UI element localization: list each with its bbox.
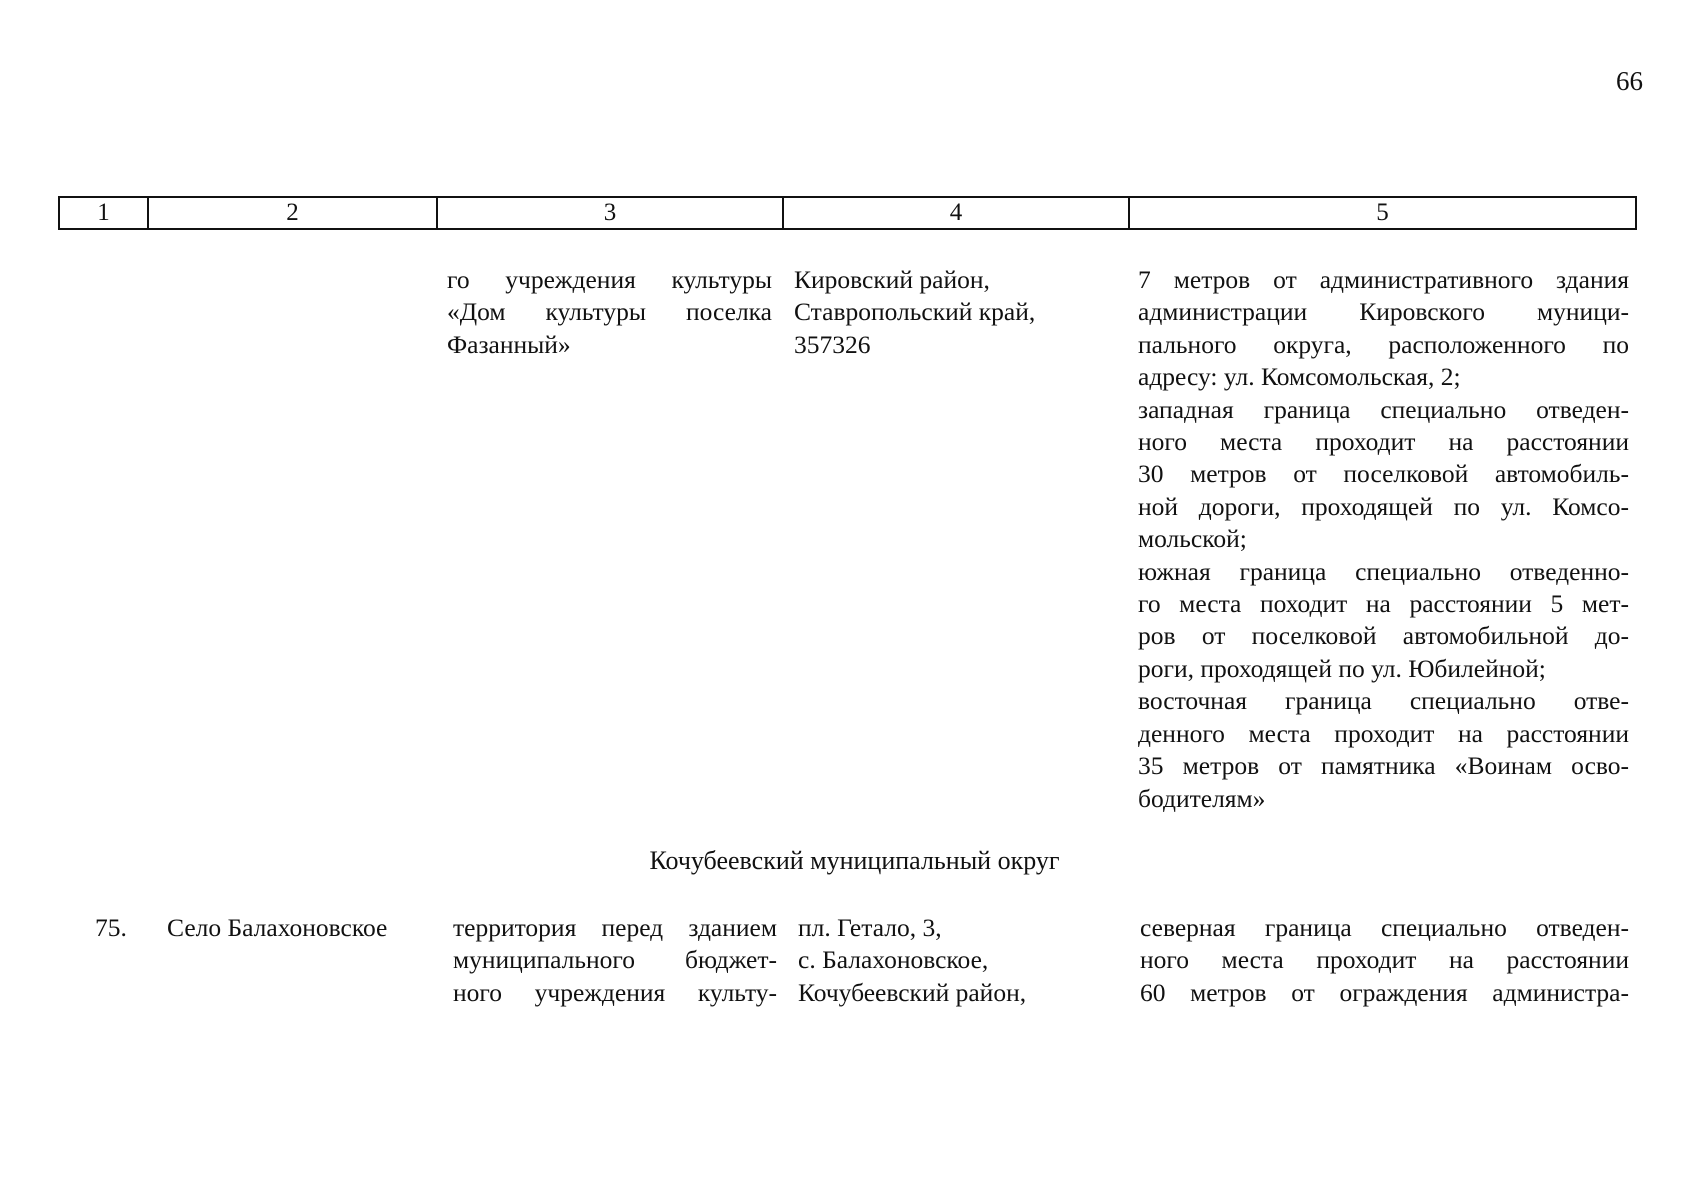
text-line: 35 метров от памятника «Воинам осво- — [1138, 751, 1629, 781]
row-number: 75. — [95, 913, 127, 942]
row-col3-text — [453, 912, 777, 1009]
text-line: адресу: ул. Комсомольская, 2; — [1138, 362, 1461, 392]
text-line: денного места проходит на расстоянии — [1138, 718, 1629, 748]
text-line: ного места проходит на расстоянии — [1140, 945, 1629, 975]
header-col-4: 4 — [784, 198, 1130, 228]
table-header — [58, 196, 1637, 230]
text-line: восточная граница специально отве- — [1138, 686, 1629, 716]
text-line: 60 метров от ограждения администра- — [1140, 977, 1629, 1007]
text-line: Кировский район, — [794, 265, 990, 294]
text-line: муниципального бюджет- — [453, 945, 777, 975]
text-line: пального округа, расположенного по — [1138, 329, 1629, 359]
text-line: 357326 — [794, 329, 871, 359]
header-col-3: 3 — [438, 198, 784, 228]
section-heading-text: Кочубеевский муниципальный округ — [649, 846, 1060, 875]
text-line: 30 метров от поселковой автомобиль- — [1138, 459, 1629, 489]
text-line: западная граница специально отведен- — [1138, 394, 1629, 424]
text-line: го учреждения культуры — [447, 265, 772, 294]
continuation-col5-text — [1138, 264, 1629, 815]
text-line: го места походит на расстоянии 5 мет- — [1138, 589, 1629, 619]
text-line: роги, проходящей по ул. Юбилейной; — [1138, 653, 1546, 683]
page-number: 66 — [1616, 66, 1643, 96]
row-col5-text — [1140, 912, 1629, 1009]
text-line: южная граница специально отведенно- — [1138, 556, 1629, 586]
header-col-1: 1 — [60, 198, 149, 228]
header-col-2: 2 — [149, 198, 438, 228]
section-heading — [0, 846, 1689, 876]
text-line: Кочубеевский район, — [798, 977, 1027, 1007]
text-line: «Дом культуры поселка — [447, 297, 772, 327]
text-line: территория перед зданием — [453, 913, 777, 942]
text-line: ного места проходит на расстоянии — [1138, 427, 1629, 457]
text-line: ров от поселковой автомобильной до- — [1138, 621, 1629, 651]
text-line: мольской; — [1138, 524, 1247, 554]
text-line: с. Балахоновское, — [798, 945, 989, 975]
text-line: северная граница специально отведен- — [1140, 913, 1629, 942]
header-col-5: 5 — [1376, 199, 1389, 226]
text-line: бодителям» — [1138, 783, 1266, 813]
row-settlement: Село Балахоновское — [167, 913, 388, 942]
text-line: Фазанный» — [447, 329, 571, 359]
row-col4-text — [798, 912, 1098, 1009]
text-line: администрации Кировского муници- — [1138, 297, 1629, 327]
text-line: 7 метров от административного здания — [1138, 265, 1629, 294]
continuation-col3-text — [447, 264, 772, 361]
text-line: ного учреждения культу- — [453, 977, 777, 1007]
text-line: ной дороги, проходящей по ул. Комсо- — [1138, 491, 1629, 521]
continuation-col4-text — [794, 264, 1094, 361]
text-line: пл. Гетало, 3, — [798, 913, 942, 942]
text-line: Ставропольский край, — [794, 297, 1036, 327]
